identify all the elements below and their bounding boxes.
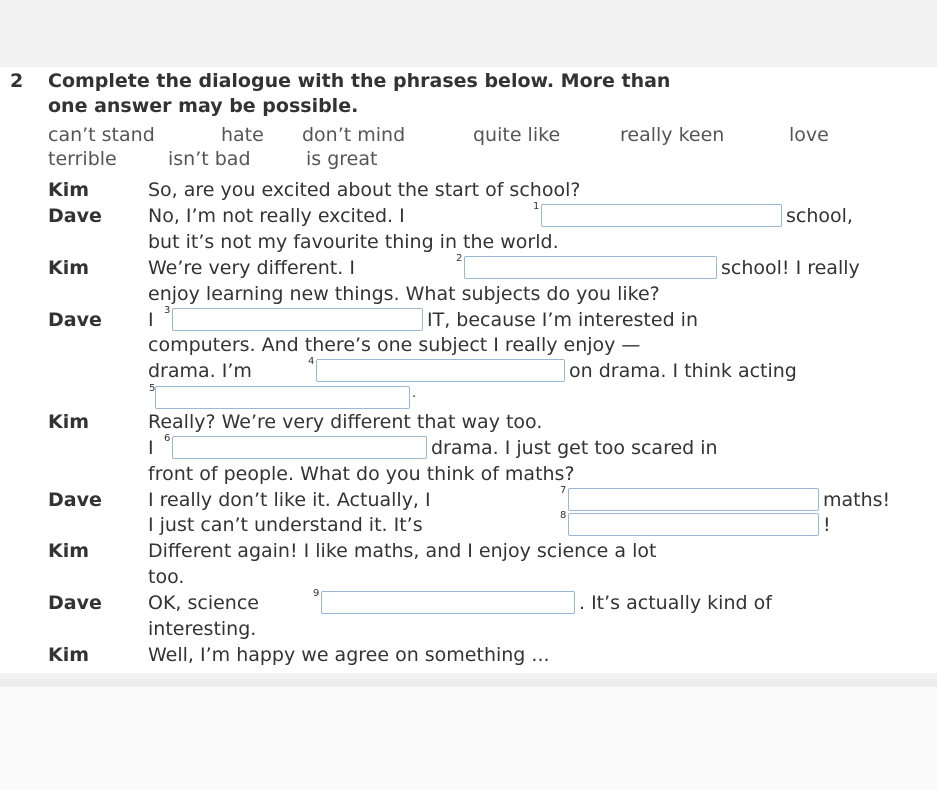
dialogue-line: I really don’t like it. Actually, I — [148, 489, 431, 511]
phrase-dont-mind: don’t mind — [302, 124, 406, 146]
gap-3-input[interactable] — [172, 308, 423, 331]
dialogue-line: too. — [148, 566, 185, 588]
dialogue-line: . It’s actually kind of — [579, 592, 772, 614]
gap-8-input[interactable] — [568, 513, 819, 536]
blank-area — [0, 687, 937, 790]
dialogue-line: maths! — [823, 489, 891, 511]
speaker-kim: Kim — [48, 411, 90, 433]
gap-9-number: 9 — [313, 588, 320, 599]
dialogue-line: Different again! I like maths, and I enjoy science a lot — [148, 540, 657, 562]
gap-4-input[interactable] — [316, 359, 565, 382]
dialogue-line: IT, because I’m interested in — [427, 309, 698, 331]
dialogue-line: No, I’m not really excited. I — [148, 205, 405, 227]
dialogue-line: interesting. — [148, 618, 257, 640]
gap-4-number: 4 — [308, 356, 315, 367]
gap-7-number: 7 — [560, 485, 567, 496]
gap-6-number: 6 — [164, 433, 171, 444]
gap-6-input[interactable] — [172, 436, 427, 459]
gap-9-input[interactable] — [321, 591, 575, 614]
phrase-love: love — [789, 124, 829, 146]
phrase-cant-stand: can’t stand — [48, 124, 155, 146]
dialogue-line: OK, science — [148, 592, 259, 614]
dialogue-line: Well, I’m happy we agree on something ... — [148, 644, 550, 666]
gap-3-number: 3 — [164, 305, 171, 316]
dialogue-line: school! I really — [721, 257, 860, 279]
dialogue-line: front of people. What do you think of maths? — [148, 463, 575, 485]
gap-5-number: 5 — [149, 383, 156, 394]
gap-2-input[interactable] — [464, 256, 717, 279]
dialogue-line: I just can’t understand it. It’s — [148, 514, 423, 536]
divider — [0, 679, 937, 687]
dialogue-line: ! — [823, 514, 831, 536]
speaker-kim: Kim — [48, 179, 90, 201]
dialogue-line: Really? We’re very different that way too. — [148, 411, 543, 433]
dialogue-line: drama. I’m — [148, 360, 252, 382]
dialogue-line: I — [148, 309, 154, 331]
phrase-isnt-bad: isn’t bad — [168, 148, 251, 170]
dialogue-line: We’re very different. I — [148, 257, 355, 279]
speaker-kim: Kim — [48, 257, 90, 279]
speaker-kim: Kim — [48, 644, 90, 666]
instruction-line-1: Complete the dialogue with the phrases below. More than — [48, 70, 671, 92]
gap-2-number: 2 — [456, 253, 463, 264]
phrase-really-keen: really keen — [620, 124, 725, 146]
instruction-line-2: one answer may be possible. — [48, 95, 359, 117]
dialogue-line: enjoy learning new things. What subjects do you like? — [148, 283, 660, 305]
gap-8-number: 8 — [560, 510, 567, 521]
speaker-dave: Dave — [48, 309, 102, 331]
dialogue-line: on drama. I think acting — [569, 360, 797, 382]
dialogue-line: . — [412, 386, 417, 401]
dialogue-line: computers. And there’s one subject I really enjoy — — [148, 334, 641, 356]
phrase-terrible: terrible — [48, 148, 117, 170]
speaker-kim: Kim — [48, 540, 90, 562]
speaker-dave: Dave — [48, 489, 102, 511]
phrase-hate: hate — [221, 124, 264, 146]
exercise-number: 2 — [10, 70, 24, 92]
dialogue-line: but it’s not my favourite thing in the world. — [148, 231, 559, 253]
speaker-dave: Dave — [48, 592, 102, 614]
gap-7-input[interactable] — [568, 488, 819, 511]
dialogue-line: So, are you excited about the start of school? — [148, 179, 581, 201]
dialogue-line: I — [148, 437, 154, 459]
gap-1-number: 1 — [533, 201, 540, 212]
speaker-dave: Dave — [48, 205, 102, 227]
phrase-quite-like: quite like — [473, 124, 561, 146]
dialogue-line: drama. I just get too scared in — [431, 437, 718, 459]
phrase-is-great: is great — [306, 148, 378, 170]
gap-5-input[interactable] — [155, 386, 410, 409]
dialogue-line: school, — [786, 205, 853, 227]
gap-1-input[interactable] — [541, 204, 782, 227]
